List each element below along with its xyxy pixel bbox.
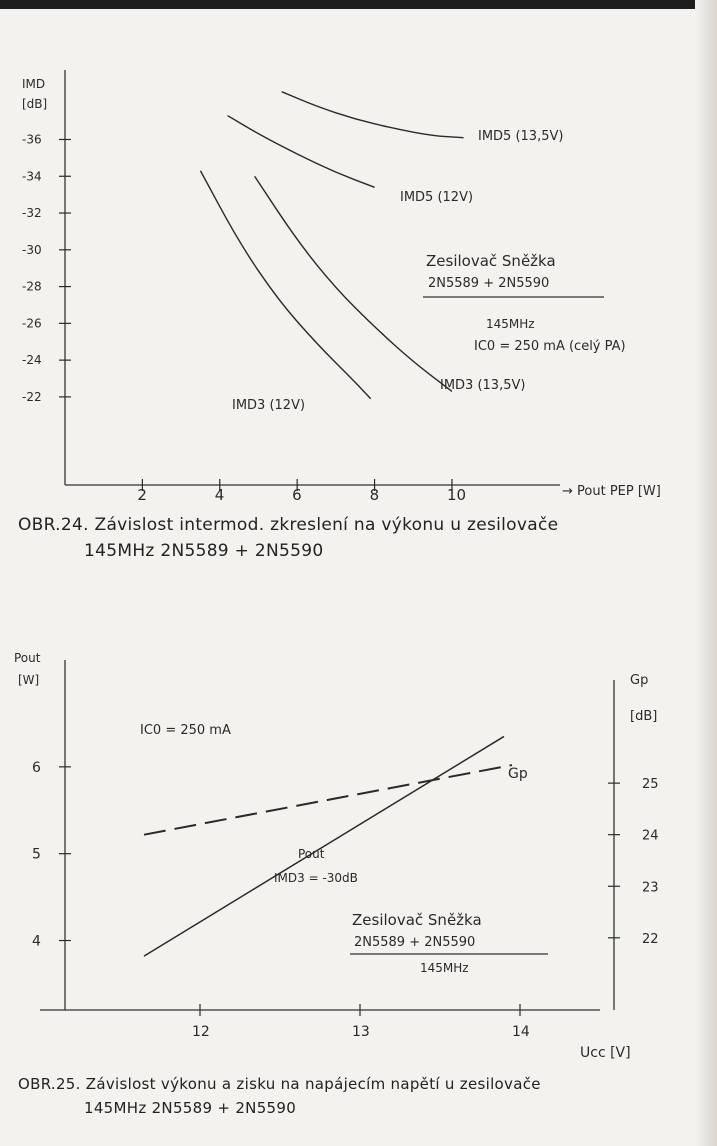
right-y-tick-label: 24 <box>642 828 659 844</box>
chart1-ylabel-line1: IMD <box>22 77 46 91</box>
chart1-xlabel: → Pout PEP [W] <box>562 484 661 499</box>
chart2-bias-annotation: IC0 = 250 mA <box>140 723 231 738</box>
series-line-imd3-12v <box>200 171 370 399</box>
y-tick-label: -30 <box>22 242 42 257</box>
x-tick-label: 6 <box>292 486 302 504</box>
chart1-ylabel-line2: [dB] <box>22 97 48 111</box>
right-y-tick-label: 25 <box>642 777 659 793</box>
figure-24-caption-line2: 145MHz 2N5589 + 2N5590 <box>84 541 324 561</box>
imd-vs-output-chart <box>0 0 717 520</box>
chart2-y2label-line2: [dB] <box>630 709 658 724</box>
y-tick-label: -22 <box>22 389 42 404</box>
chart1-note-current: IC0 = 250 mA (celý PA) <box>474 339 626 354</box>
series-line-imd3-13-5v <box>255 176 452 391</box>
left-y-tick-label: 4 <box>32 933 41 950</box>
x-tick-label: 12 <box>192 1024 210 1040</box>
chart2-title: Zesilovač Sněžka <box>352 911 482 929</box>
figure-25-caption-line2: 145MHz 2N5589 + 2N5590 <box>84 1099 297 1117</box>
chart2-ylabel-line2: [W] <box>18 673 40 687</box>
x-tick-label: 4 <box>214 486 225 504</box>
chart1-note-freq: 145MHz <box>486 317 535 331</box>
x-tick-label: 13 <box>352 1024 370 1040</box>
chart2-imd-annotation: IMD3 = -30dB <box>274 871 358 885</box>
left-y-tick-label: 6 <box>32 759 41 776</box>
series-line-gp <box>144 765 512 835</box>
y-tick-label: -32 <box>22 206 42 221</box>
figure-25-caption-line1: OBR.25. Závislost výkonu a zisku na napájecím napětí u zesilovače <box>18 1075 541 1093</box>
y-tick-label: -24 <box>22 353 42 368</box>
chart2-note-freq: 145MHz <box>420 961 469 975</box>
chart2-ylabel-line1: Pout <box>14 651 41 665</box>
x-tick-label: 14 <box>512 1024 530 1040</box>
chart1-subtitle: 2N5589 + 2N5590 <box>428 276 550 291</box>
series-line-imd5-13-5v <box>282 92 464 138</box>
figure-24-caption-line1: OBR.24. Závislost intermod. zkreslení na výkonu u zesilovače <box>18 515 559 535</box>
x-tick-label: 8 <box>369 486 380 504</box>
output-gain-vs-voltage-chart <box>0 640 717 1100</box>
chart2-xlabel: Ucc [V] <box>580 1045 631 1061</box>
right-y-tick-label: 22 <box>642 931 659 947</box>
right-y-tick-label: 23 <box>642 880 659 896</box>
x-tick-label: 2 <box>137 486 147 504</box>
chart2-y2label-line1: Gp <box>630 673 649 688</box>
chart2-gp-label: Gp <box>508 766 528 782</box>
series-label-imd3-12v: IMD3 (12V) <box>232 398 306 413</box>
left-y-tick-label: 5 <box>32 846 41 863</box>
y-tick-label: -26 <box>22 316 42 331</box>
y-tick-label: -36 <box>22 132 42 147</box>
y-tick-label: -34 <box>22 169 42 184</box>
chart1-title: Zesilovač Sněžka <box>426 252 556 270</box>
series-line-imd5-12v <box>228 116 375 188</box>
y-tick-label: -28 <box>22 279 42 294</box>
series-label-imd5-13v: IMD5 (13,5V) <box>478 129 564 144</box>
x-tick-label: 10 <box>446 486 467 504</box>
chart2-subtitle: 2N5589 + 2N5590 <box>354 935 476 950</box>
chart2-pout-label: Pout <box>298 847 325 861</box>
series-label-imd3-13v: IMD3 (13,5V) <box>440 378 526 393</box>
series-label-imd5-12v: IMD5 (12V) <box>400 190 474 205</box>
